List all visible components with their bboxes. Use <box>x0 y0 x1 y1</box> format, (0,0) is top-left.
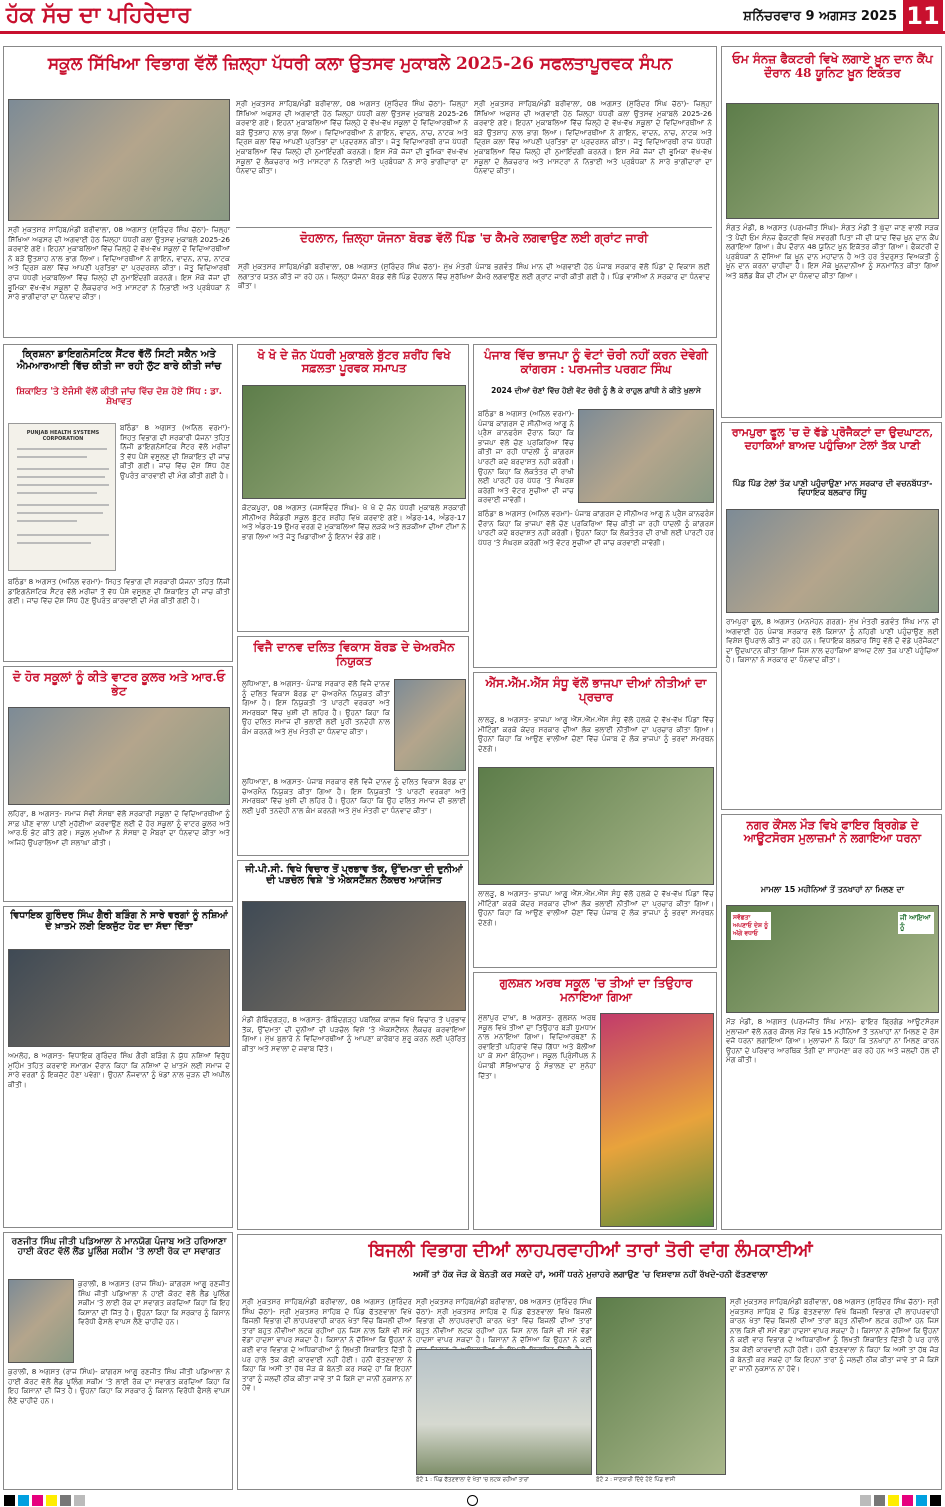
headline: ਨਗਰ ਕੌਂਸਲ ਮੌੜ ਵਿਖੇ ਫਾਇਰ ਬ੍ਰਿਗੇਡ ਦੇ ਆਊਟਸੋਰਸ ਮੁਲਾਜ਼ਮਾਂ ਨੇ ਲਗਾਇਆ ਧਰਨਾ <box>743 818 922 846</box>
article-kala-utsav <box>3 46 717 338</box>
document-title: PUNJAB HEALTH SYSTEMS CORPORATION <box>26 430 100 442</box>
headline: ਰਣਜੀਤ ਸਿੰਘ ਜੀਤੀ ਪਡਿਆਲਾ ਨੇ ਮਾਨਯੋਗ ਪੰਜਾਬ ਅਤੇ ਹਰਿਆਣਾ ਹਾਈ ਕੋਰਟ ਵੱਲੋਂ ਲੈਂਡ ਪੂਲਿੰਗ ਸਕੀਮ 'ਤੇ ਲਾਈ ਰੋਕ ਦਾ ਸਵਾਗਤ <box>11 1237 227 1258</box>
article-bijli <box>237 1234 942 1490</box>
article-body: ਲਾਲੜੂ, 8 ਅਗਸਤ- ਭਾਜਪਾ ਆਗੂ ਐੱਸ.ਐੱਮ.ਐੱਸ ਸੰਧੂ ਵੱਲੋਂ ਹਲਕੇ ਦੇ ਵੱਖ-ਵੱਖ ਪਿੰਡਾਂ ਵਿੱਚ ਮੀਟਿੰਗਾਂ ਕਰਕੇ ਕੇਂਦਰ ਸਰਕਾਰ ਦੀਆਂ ਲੋਕ ਭਲਾਈ ਨੀਤੀਆਂ ਦਾ ਪ੍ਰਚਾਰ ਕੀਤਾ ਗਿਆ। ਉਹਨਾਂ ਕਿਹਾ ਕਿ ਆਉਣ ਵਾਲੀਆਂ ਚੋਣਾਂ ਵਿੱਚ ਪੰਜਾਬ ਦੇ ਲੋਕ ਭਾਜਪਾ ਨੂੰ ਭਰਵਾਂ ਸਮਰਥਨ ਦੇਣਗੇ। <box>478 715 714 753</box>
subheadline: ਪਿੰਡ ਪਿੰਡ ਟੇਲਾਂ ਤੱਕ ਪਾਣੀ ਪਹੁੰਚਾਉਣਾ ਮਾਨ ਸਰਕਾਰ ਦੀ ਵਚਨਬੱਧਤਾ- ਵਿਧਾਇਕ ਬਲਕਾਰ ਸਿੱਧੂ <box>732 479 933 498</box>
headline: ਵਿਜੈ ਦਾਨਵ ਦਲਿਤ ਵਿਕਾਸ ਬੋਰਡ ਦੇ ਚੇਅਰਮੈਨ ਨਿਯੁਕਤ <box>253 640 455 668</box>
article-ssm-sandhu <box>473 672 717 968</box>
newspaper-title: ਹੱਕ ਸੱਚ ਦਾ ਪਹਿਰੇਦਾਰ <box>6 2 191 28</box>
article-body: ਮੁੱਲਾਂਪੁਰ ਦਾਖਾ, 8 ਅਗਸਤ- ਗੁਲਸ਼ਨ ਅਰਥ ਸਕੂਲ ਵਿਖੇ ਤੀਆਂ ਦਾ ਤਿਉਹਾਰ ਬੜੀ ਧੂਮਧਾਮ ਨਾਲ ਮਨਾਇਆ ਗਿਆ। ਵਿਦਿਆਰਥਣਾਂ ਨੇ ਰਵਾਇਤੀ ਪਹਿਰਾਵੇ ਵਿੱਚ ਗਿੱਧਾ ਅਤੇ ਬੋਲੀਆਂ ਪਾ ਕੇ ਸਮਾਂ ਬੰਨ੍ਹਿਆ। ਸਕੂਲ ਪ੍ਰਿੰਸੀਪਲ ਨੇ ਪੰਜਾਬੀ ਸੱਭਿਆਚਾਰ ਨੂੰ ਸੰਭਾਲਣ ਦਾ ਸੁਨੇਹਾ ਦਿੱਤਾ। <box>478 1013 596 1080</box>
article-body: ਅਮਲੋਹ, 8 ਅਗਸਤ- ਵਿਧਾਇਕ ਗੁਰਿੰਦਰ ਸਿੰਘ ਗੈਰੀ ਬੜਿੰਗ ਨੇ ਯੁੱਧ ਨਸ਼ਿਆਂ ਵਿਰੁੱਧ ਮੁਹਿੰਮ ਤਹਿਤ ਕਰਵਾਏ ਸਮਾਗਮ ਦੌਰਾਨ ਕਿਹਾ ਕਿ ਨਸ਼ਿਆਂ ਦੇ ਖ਼ਾਤਮੇ ਲਈ ਸਮਾਜ ਦੇ ਸਾਰੇ ਵਰਗਾਂ ਨੂੰ ਇਕਜੁੱਟ ਹੋਣਾ ਪਵੇਗਾ। ਉਹਨਾਂ ਨੌਜਵਾਨਾਂ ਨੂੰ ਖੇਡਾਂ ਨਾਲ ਜੁੜਨ ਦੀ ਅਪੀਲ ਕੀਤੀ। <box>8 1051 230 1089</box>
photo <box>8 949 230 1047</box>
article-body: ਰਾਮਪੁਰਾ ਫੂਲ, 8 ਅਗਸਤ (ਮਨਮੋਹਨ ਗਰਗ)- ਮੁੱਖ ਮੰਤਰੀ ਭਗਵੰਤ ਸਿੰਘ ਮਾਨ ਦੀ ਅਗਵਾਈ ਹੇਠ ਪੰਜਾਬ ਸਰਕਾਰ ਵੱਲੋਂ ਕਿਸਾਨਾਂ ਨੂੰ ਨਹਿਰੀ ਪਾਣੀ ਪਹੁੰਚਾਉਣ ਲਈ ਵਿਸ਼ੇਸ਼ ਉਪਰਾਲੇ ਕੀਤੇ ਜਾ ਰਹੇ ਹਨ। ਵਿਧਾਇਕ ਬਲਕਾਰ ਸਿੱਧੂ ਵੱਲੋਂ ਦੋ ਵੱਡੇ ਪ੍ਰੋਜੈਕਟਾਂ ਦਾ ਉਦਘਾਟਨ ਕੀਤਾ ਗਿਆ ਜਿਸ ਨਾਲ ਦਹਾਕਿਆਂ ਬਾਅਦ ਟੇਲਾਂ ਤੱਕ ਪਾਣੀ ਪਹੁੰਚਿਆ ਹੈ। ਕਿਸਾਨਾਂ ਨੇ ਸਰਕਾਰ ਦਾ ਧੰਨਵਾਦ ਕੀਤਾ। <box>726 617 939 665</box>
photo <box>726 905 939 1013</box>
subheadline: ਅਸੀਂ ਤਾਂ ਹੱਕ ਜੋੜ ਕੇ ਬੇਨਤੀ ਕਰ ਸਕਦੇ ਹਾਂ, ਅਸੀਂ ਧਰਨੇ ਮੁਜ਼ਾਹਰੇ ਲਗਾਉਣ 'ਚ ਵਿਸ਼ਵਾਸ਼ ਨਹੀਂ ਰੱਖਦੇ-ਹਨੀ ਫੱਤਣਵਾਲਾ <box>413 1270 768 1280</box>
article-body: ਸ੍ਰੀ ਮੁਕਤਸਰ ਸਾਹਿਬ/ਮੰਡੀ ਬਰੀਵਾਲਾ, 08 ਅਗਸਤ (ਸੁਰਿੰਦਰ ਸਿੰਘ ਚੱਠਾ)- ਜ਼ਿਲ੍ਹਾ ਸਿੱਖਿਆ ਅਫਸਰ ਦੀ ਅਗਵਾਈ ਹੇਠ ਜ਼ਿਲ੍ਹਾ ਪੱਧਰੀ ਕਲਾ ਉਤਸਵ ਮੁਕਾਬਲੇ 2025-26 ਕਰਵਾਏ ਗਏ। ਇਹਨਾਂ ਮੁਕਾਬਲਿਆਂ ਵਿੱਚ ਜ਼ਿਲ੍ਹੇ ਦੇ ਵੱਖ-ਵੱਖ ਸਕੂਲਾਂ ਦੇ ਵਿਦਿਆਰਥੀਆਂ ਨੇ ਬੜੇ ਉਤਸ਼ਾਹ ਨਾਲ ਭਾਗ ਲਿਆ। ਵਿਦਿਆਰਥੀਆਂ ਨੇ ਗਾਇਨ, ਵਾਦਨ, ਨਾਚ, ਨਾਟਕ ਅਤੇ ਦ੍ਰਿਸ਼ ਕਲਾ ਵਿੱਚ ਆਪਣੀ ਪ੍ਰਤਿਭਾ ਦਾ ਪ੍ਰਦਰਸ਼ਨ ਕੀਤਾ। ਜੇਤੂ ਵਿਦਿਆਰਥੀ ਰਾਜ ਪੱਧਰੀ ਮੁਕਾਬਲਿਆਂ ਵਿੱਚ ਜ਼ਿਲ੍ਹੇ ਦੀ ਨੁਮਾਇੰਦਗੀ ਕਰਨਗੇ। ਇਸ ਮੌਕੇ ਜੱਜਾਂ ਦੀ ਭੂਮਿਕਾ ਵੱਖ-ਵੱਖ ਸਕੂਲਾਂ ਦੇ ਲੈਕਚਰਾਰ ਅਤੇ ਮਾਸਟਰਾਂ ਨੇ ਨਿਭਾਈ ਅਤੇ ਪ੍ਰਬੰਧਕਾਂ ਨੇ ਸਾਰੇ ਭਾਗੀਦਾਰਾਂ ਦਾ ਧੰਨਵਾਦ ਕੀਤਾ। <box>474 99 712 176</box>
article-body: ਕੁਰਾਲੀ, 8 ਅਗਸਤ (ਰਾਜ ਸਿੰਘ)- ਕਾਂਗਰਸ ਆਗੂ ਰਣਜੀਤ ਸਿੰਘ ਜੀਤੀ ਪਡਿਆਲਾ ਨੇ ਹਾਈ ਕੋਰਟ ਵੱਲੋਂ ਲੈਂਡ ਪੂਲਿੰਗ ਸਕੀਮ 'ਤੇ ਲਾਈ ਰੋਕ ਦਾ ਸਵਾਗਤ ਕਰਦਿਆਂ ਕਿਹਾ ਕਿ ਇਹ ਕਿਸਾਨਾਂ ਦੀ ਜਿੱਤ ਹੈ। ਉਹਨਾਂ ਕਿਹਾ ਕਿ ਸਰਕਾਰ ਨੂੰ ਕਿਸਾਨ ਵਿਰੋਧੀ ਫੈਸਲੇ ਵਾਪਸ ਲੈਣੇ ਚਾਹੀਦੇ ਹਨ। <box>8 1367 230 1405</box>
issue-date: ਸ਼ਨਿੱਚਰਵਾਰ 9 ਅਗਸਤ 2025 <box>743 9 897 24</box>
article-body: ਲਹਿਰਾ, 8 ਅਗਸਤ- ਸਮਾਜ ਸੇਵੀ ਸੰਸਥਾ ਵੱਲੋਂ ਸਰਕਾਰੀ ਸਕੂਲਾਂ ਦੇ ਵਿਦਿਆਰਥੀਆਂ ਨੂੰ ਸਾਫ਼ ਪੀਣ ਵਾਲਾ ਪਾਣੀ ਮੁਹੱਈਆ ਕਰਵਾਉਣ ਲਈ ਦੋ ਹੋਰ ਸਕੂਲਾਂ ਨੂੰ ਵਾਟਰ ਕੂਲਰ ਅਤੇ ਆਰ.ਓ ਭੇਟ ਕੀਤੇ ਗਏ। ਸਕੂਲ ਮੁਖੀਆਂ ਨੇ ਸੰਸਥਾ ਦੇ ਮੈਂਬਰਾਂ ਦਾ ਧੰਨਵਾਦ ਕੀਤਾ ਅਤੇ ਅਜਿਹੇ ਉਪਰਾਲਿਆਂ ਦੀ ਸ਼ਲਾਘਾ ਕੀਤੀ। <box>8 809 230 847</box>
article-body: ਸ੍ਰੀ ਮੁਕਤਸਰ ਸਾਹਿਬ/ਮੰਡੀ ਬਰੀਵਾਲਾ, 08 ਅਗਸਤ (ਸੁਰਿੰਦਰ ਸਿੰਘ ਚੱਠਾ)- ਸ੍ਰੀ ਮੁਕਤਸਰ ਸਾਹਿਬ ਦੇ ਪਿੰਡ ਫੱਤਣਵਾਲਾ ਵਿਖੇ ਬਿਜਲੀ ਵਿਭਾਗ ਦੀ ਲਾਹਪਰਵਾਹੀ ਕਾਰਨ ਖੇਤਾਂ ਵਿੱਚ ਬਿਜਲੀ ਦੀਆਂ ਤਾਰਾਂ ਬਹੁਤ ਨੀਵੀਆਂ ਲਟਕ ਰਹੀਆਂ ਹਨ ਜਿਸ ਨਾਲ ਕਿਸੇ ਵੀ ਸਮੇਂ ਵੱਡਾ ਹਾਦਸਾ ਵਾਪਰ ਸਕਦਾ ਹੈ। ਕਿਸਾਨਾਂ ਨੇ ਦੱਸਿਆ ਕਿ ਉਹਨਾਂ ਨੇ ਕਈ <box>416 1297 592 1345</box>
article-body: ਮੌੜ ਮੰਡੀ, 8 ਅਗਸਤ (ਪਰਮਜੀਤ ਸਿੰਘ ਮਾਨ)- ਫਾਇਰ ਬ੍ਰਿਗੇਡ ਆਊਟਸੋਰਸ ਮੁਲਾਜ਼ਮਾਂ ਵੱਲੋਂ ਨਗਰ ਕੌਂਸਲ ਮੌੜ ਵਿਖੇ 15 ਮਹੀਨਿਆਂ ਤੋਂ ਤਨਖਾਹਾਂ ਨਾ ਮਿਲਣ ਦੇ ਰੋਸ ਵਜੋਂ ਧਰਨਾ ਲਗਾਇਆ ਗਿਆ। ਮੁਲਾਜ਼ਮਾਂ ਨੇ ਕਿਹਾ ਕਿ ਤਨਖਾਹਾਂ ਨਾ ਮਿਲਣ ਕਾਰਨ ਉਹਨਾਂ ਦੇ ਪਰਿਵਾਰ ਆਰਥਿਕ ਤੰਗੀ ਦਾ ਸਾਹਮਣਾ ਕਰ ਰਹੇ ਹਨ ਅਤੇ ਜਲਦੀ ਹੱਲ ਦੀ ਮੰਗ ਕੀਤੀ। <box>726 1017 939 1065</box>
article-body: ਮੰਡੀ ਗੋਬਿੰਦਗੜ੍ਹ, 8 ਅਗਸਤ- ਗੋਬਿੰਦਗੜ੍ਹ ਪਬਲਿਕ ਕਾਲਜ ਵਿਖੇ ਵਿਚਾਰ ਤੋਂ ਪ੍ਰਭਾਵ ਤੱਕ, ਉੱਦਮਤਾ ਦੀ ਦੁਨੀਆਂ ਦੀ ਪੜਚੋਲ ਵਿਸ਼ੇ 'ਤੇ ਐਕਸਟੈਂਸ਼ਨ ਲੈਕਚਰ ਕਰਵਾਇਆ ਗਿਆ। ਮੁੱਖ ਬੁਲਾਰੇ ਨੇ ਵਿਦਿਆਰਥੀਆਂ ਨੂੰ ਆਪਣਾ ਕਾਰੋਬਾਰ ਸ਼ੁਰੂ ਕਰਨ ਲਈ ਪ੍ਰੇਰਿਤ ਕੀਤਾ ਅਤੇ ਸਵਾਲਾਂ ਦੇ ਜਵਾਬ ਦਿੱਤੇ। <box>242 1015 466 1053</box>
banner-left: ਸਵੱਛਤਾ ਅਪਣਾਓ ਦੇਸ਼ ਨੂੰ ਅੱਗੇ ਵਧਾਓ <box>731 912 771 940</box>
photo <box>242 901 466 1011</box>
headline: ਕ੍ਰਿਸ਼ਨਾ ਡਾਇਗਨੋਸਟਿਕ ਸੈਂਟਰ ਵੱਲੋਂ ਸਿਟੀ ਸਕੈਨ ਅਤੇ ਐਮਆਰਆਈ ਵਿੱਚ ਕੀਤੀ ਜਾ ਰਹੀ ਲੁੱਟ ਬਾਰੇ ਕੀਤੀ ਜਾਂਚ <box>16 349 222 372</box>
subheadline: ਸ਼ਿਕਾਇਤ 'ਤੇ ਏਜੰਸੀ ਵੱਲੋਂ ਕੀਤੀ ਜਾਂਚ ਵਿੱਚ ਦੋਸ਼ ਹੋਏ ਸਿੱਧ : ਡਾ. ਸ਼ੇਖਾਵਤ <box>16 387 222 408</box>
document-photo <box>8 423 116 571</box>
photo <box>578 409 714 503</box>
subheadline: ਮਾਮਲਾ 15 ਮਹੀਨਿਆਂ ਤੋਂ ਤਨਖਾਹਾਂ ਨਾ ਮਿਲਣ ਦਾ <box>760 885 905 894</box>
article-body: ਬਠਿੰਡਾ 8 ਅਗਸਤ (ਅਨਿਲ ਵਰਮਾ)- ਸਿਹਤ ਵਿਭਾਗ ਦੀ ਸਰਕਾਰੀ ਯੋਜਨਾ ਤਹਿਤ ਨਿੱਜੀ ਡਾਇਗਨੋਸਟਿਕ ਸੈਂਟਰ ਵੱਲੋਂ ਮਰੀਜ਼ਾਂ ਤੋਂ ਵੱਧ ਪੈਸੇ ਵਸੂਲਣ ਦੀ ਸ਼ਿਕਾਇਤ ਦੀ ਜਾਂਚ ਕੀਤੀ ਗਈ। ਜਾਂਚ ਵਿੱਚ ਦੋਸ਼ ਸਿੱਧ ਹੋਣ ਉਪਰੰਤ ਕਾਰਵਾਈ ਦੀ ਮੰਗ ਕੀਤੀ ਗਈ ਹੈ। <box>120 423 230 480</box>
headline: ਜੀ.ਪੀ.ਸੀ. ਵਿਖੇ ਵਿਚਾਰ ਤੋਂ ਪ੍ਰਭਾਵ ਤੱਕ, ਉੱਦਮਤਾ ਦੀ ਦੁਨੀਆਂ ਦੀ ਪੜਚੋਲ ਵਿਸ਼ੇ 'ਤੇ ਐਕਸਟੈਂਸ਼ਨ ਲੈਕਚਰ ਆਯੋਜਿਤ <box>245 864 463 886</box>
article-ranjit <box>3 1232 233 1490</box>
headline: ਦੋਹਲਾਨ, ਜ਼ਿਲ੍ਹਾ ਯੋਜਨਾ ਬੋਰਡ ਵੱਲੋਂ ਪਿੰਡ 'ਚ ਕੈਮਰੇ ਲਗਵਾਉਣ ਲਈ ਗ੍ਰਾਂਟ ਜਾਰੀ <box>299 231 649 245</box>
headline: ਰਾਮਪੁਰਾ ਫੂਲ 'ਚ ਦੋ ਵੱਡੇ ਪ੍ਰੋਜੈਕਟਾਂ ਦਾ ਉਦਘਾਟਨ, ਦਹਾਕਿਆਂ ਬਾਅਦ ਪਹੁੰਚਿਆ ਟੇਲਾਂ ਤੱਕ ਪਾਣੀ <box>731 426 934 452</box>
headline: ਐੱਸ.ਐੱਮ.ਐੱਸ ਸੰਧੂ ਵੱਲੋਂ ਭਾਜਪਾ ਦੀਆਂ ਨੀਤੀਆਂ ਦਾ ਪ੍ਰਚਾਰ <box>485 676 707 704</box>
photo <box>8 707 230 805</box>
portrait-photo <box>394 679 466 771</box>
article-diagnostic <box>3 344 233 662</box>
article-body: ਬਠਿੰਡਾ 8 ਅਗਸਤ (ਅਨਿਲ ਵਰਮਾ)- ਪੰਜਾਬ ਕਾਂਗਰਸ ਦੇ ਸੀਨੀਅਰ ਆਗੂ ਨੇ ਪ੍ਰੈਸ ਕਾਨਫਰੰਸ ਦੌਰਾਨ ਕਿਹਾ ਕਿ ਭਾਜਪਾ ਵੱਲੋਂ ਚੋਣ ਪ੍ਰਕਿਰਿਆ ਵਿੱਚ ਕੀਤੀ ਜਾ ਰਹੀ ਧਾਂਦਲੀ ਨੂੰ ਕਾਂਗਰਸ ਪਾਰਟੀ ਕਦੇ ਬਰਦਾਸ਼ਤ ਨਹੀਂ ਕਰੇਗੀ। ਉਹਨਾਂ ਕਿਹਾ ਕਿ ਲੋਕਤੰਤਰ ਦੀ ਰਾਖੀ ਲਈ ਪਾਰਟੀ ਹਰ ਪੱਧਰ 'ਤੇ ਸੰਘਰਸ਼ ਕਰੇਗੀ ਅਤੇ ਵੋਟਰ ਸੂਚੀਆਂ ਦੀ ਜਾਂਚ ਕਰਵਾਈ ਜਾਵੇਗੀ। <box>478 409 574 505</box>
article-blood-camp <box>721 46 942 418</box>
color-bar-icon <box>4 1495 85 1506</box>
article-water-cooler <box>3 666 233 902</box>
article-body: ਬਠਿੰਡਾ 8 ਅਗਸਤ (ਅਨਿਲ ਵਰਮਾ)- ਸਿਹਤ ਵਿਭਾਗ ਦੀ ਸਰਕਾਰੀ ਯੋਜਨਾ ਤਹਿਤ ਨਿੱਜੀ ਡਾਇਗਨੋਸਟਿਕ ਸੈਂਟਰ ਵੱਲੋਂ ਮਰੀਜ਼ਾਂ ਤੋਂ ਵੱਧ ਪੈਸੇ ਵਸੂਲਣ ਦੀ ਸ਼ਿਕਾਇਤ ਦੀ ਜਾਂਚ ਕੀਤੀ ਗਈ। ਜਾਂਚ ਵਿੱਚ ਦੋਸ਼ ਸਿੱਧ ਹੋਣ ਉਪਰੰਤ ਕਾਰਵਾਈ ਦੀ ਮੰਗ ਕੀਤੀ ਗਈ ਹੈ। <box>8 577 230 606</box>
portrait-photo <box>8 1279 74 1363</box>
headline: ਖੋ ਖੋ ਦੇ ਜ਼ੋਨ ਪੱਧਰੀ ਮੁਕਾਬਲੇ ਬੁੱਟਰ ਸ਼ਰੀਂਹ ਵਿਖੇ ਸਫ਼ਲਤਾ ਪੂਰਵਕ ਸਮਾਪਤ <box>257 348 451 376</box>
article-body: ਲਾਲੜੂ, 8 ਅਗਸਤ- ਭਾਜਪਾ ਆਗੂ ਐੱਸ.ਐੱਮ.ਐੱਸ ਸੰਧੂ ਵੱਲੋਂ ਹਲਕੇ ਦੇ ਵੱਖ-ਵੱਖ ਪਿੰਡਾਂ ਵਿੱਚ ਮੀਟਿੰਗਾਂ ਕਰਕੇ ਕੇਂਦਰ ਸਰਕਾਰ ਦੀਆਂ ਲੋਕ ਭਲਾਈ ਨੀਤੀਆਂ ਦਾ ਪ੍ਰਚਾਰ ਕੀਤਾ ਗਿਆ। ਉਹਨਾਂ ਕਿਹਾ ਕਿ ਆਉਣ ਵਾਲੀਆਂ ਚੋਣਾਂ ਵਿੱਚ ਪੰਜਾਬ ਦੇ ਲੋਕ ਭਾਜਪਾ ਨੂੰ ਭਰਵਾਂ ਸਮਰਥਨ ਦੇਣਗੇ। <box>478 889 714 927</box>
article-rampura <box>721 422 942 810</box>
article-gurinder <box>3 906 233 1228</box>
article-dohlan <box>236 227 712 333</box>
article-teej <box>473 972 717 1230</box>
photo <box>242 385 466 499</box>
headline: ਦੋ ਹੋਰ ਸਕੂਲਾਂ ਨੂੰ ਕੀਤੇ ਵਾਟਰ ਕੂਲਰ ਅਤੇ ਆਰ.ਓ ਭੇਟ <box>12 670 226 698</box>
registration-mark-icon <box>467 1495 478 1506</box>
article-body: ਸ੍ਰੀ ਮੁਕਤਸਰ ਸਾਹਿਬ/ਮੰਡੀ ਬਰੀਵਾਲਾ, 08 ਅਗਸਤ (ਸੁਰਿੰਦਰ ਸਿੰਘ ਚੱਠਾ)- ਜ਼ਿਲ੍ਹਾ ਸਿੱਖਿਆ ਅਫਸਰ ਦੀ ਅਗਵਾਈ ਹੇਠ ਜ਼ਿਲ੍ਹਾ ਪੱਧਰੀ ਕਲਾ ਉਤਸਵ ਮੁਕਾਬਲੇ 2025-26 ਕਰਵਾਏ ਗਏ। ਇਹਨਾਂ ਮੁਕਾਬਲਿਆਂ ਵਿੱਚ ਜ਼ਿਲ੍ਹੇ ਦੇ ਵੱਖ-ਵੱਖ ਸਕੂਲਾਂ ਦੇ ਵਿਦਿਆਰਥੀਆਂ ਨੇ ਬੜੇ ਉਤਸ਼ਾਹ ਨਾਲ ਭਾਗ ਲਿਆ। ਵਿਦਿਆਰਥੀਆਂ ਨੇ ਗਾਇਨ, ਵਾਦਨ, ਨਾਚ, ਨਾਟਕ ਅਤੇ ਦ੍ਰਿਸ਼ ਕਲਾ ਵਿੱਚ ਆਪਣੀ ਪ੍ਰਤਿਭਾ ਦਾ ਪ੍ਰਦਰਸ਼ਨ ਕੀਤਾ। ਜੇਤੂ ਵਿਦਿਆਰਥੀ ਰਾਜ ਪੱਧਰੀ ਮੁਕਾਬਲਿਆਂ ਵਿੱਚ ਜ਼ਿਲ੍ਹੇ ਦੀ ਨੁਮਾਇੰਦਗੀ ਕਰਨਗੇ। ਇਸ ਮੌਕੇ ਜੱਜਾਂ ਦੀ ਭੂਮਿਕਾ ਵੱਖ-ਵੱਖ ਸਕੂਲਾਂ ਦੇ ਲੈਕਚਰਾਰ ਅਤੇ ਮਾਸਟਰਾਂ ਨੇ ਨਿਭਾਈ ਅਤੇ ਪ੍ਰਬੰਧਕਾਂ ਨੇ ਸਾਰੇ ਭਾਗੀਦਾਰਾਂ ਦਾ ਧੰਨਵਾਦ ਕੀਤਾ। <box>236 99 468 176</box>
subheadline: 2024 ਦੀਆਂ ਚੋਣਾਂ ਵਿੱਚ ਹੋਈ ਵੋਟ ਚੋਰੀ ਨੂੰ ਲੈ ਕੇ ਰਾਹੁਲ ਗਾਂਧੀ ਨੇ ਕੀਤੇ ਖੁਲਾਸੇ <box>491 386 701 395</box>
headline: ਪੰਜਾਬ ਵਿੱਚ ਭਾਜਪਾ ਨੂੰ ਵੋਟਾਂ ਚੋਰੀ ਨਹੀਂ ਕਰਨ ਦੇਵੇਗੀ ਕਾਂਗਰਸ : ਪਰਮਜੀਤ ਪਰਗਟ ਸਿੰਘ <box>484 348 708 376</box>
article-body: ਸ੍ਰੀ ਮੁਕਤਸਰ ਸਾਹਿਬ/ਮੰਡੀ ਬਰੀਵਾਲਾ, 08 ਅਗਸਤ (ਸੁਰਿੰਦਰ ਸਿੰਘ ਚੱਠਾ)- ਜ਼ਿਲ੍ਹਾ ਸਿੱਖਿਆ ਅਫਸਰ ਦੀ ਅਗਵਾਈ ਹੇਠ ਜ਼ਿਲ੍ਹਾ ਪੱਧਰੀ ਕਲਾ ਉਤਸਵ ਮੁਕਾਬਲੇ 2025-26 ਕਰਵਾਏ ਗਏ। ਇਹਨਾਂ ਮੁਕਾਬਲਿਆਂ ਵਿੱਚ ਜ਼ਿਲ੍ਹੇ ਦੇ ਵੱਖ-ਵੱਖ ਸਕੂਲਾਂ ਦੇ ਵਿਦਿਆਰਥੀਆਂ ਨੇ ਬੜੇ ਉਤਸ਼ਾਹ ਨਾਲ ਭਾਗ ਲਿਆ। ਵਿਦਿਆਰਥੀਆਂ ਨੇ ਗਾਇਨ, ਵਾਦਨ, ਨਾਚ, ਨਾਟਕ ਅਤੇ ਦ੍ਰਿਸ਼ ਕਲਾ ਵਿੱਚ ਆਪਣੀ ਪ੍ਰਤਿਭਾ ਦਾ ਪ੍ਰਦਰਸ਼ਨ ਕੀਤਾ। ਜੇਤੂ ਵਿਦਿਆਰਥੀ ਰਾਜ ਪੱਧਰੀ ਮੁਕਾਬਲਿਆਂ ਵਿੱਚ ਜ਼ਿਲ੍ਹੇ ਦੀ ਨੁਮਾਇੰਦਗੀ ਕਰਨਗੇ। ਇਸ ਮੌਕੇ ਜੱਜਾਂ ਦੀ ਭੂਮਿਕਾ ਵੱਖ-ਵੱਖ ਸਕੂਲਾਂ ਦੇ ਲੈਕਚਰਾਰ ਅਤੇ ਮਾਸਟਰਾਂ ਨੇ ਨਿਭਾਈ ਅਤੇ ਪ੍ਰਬੰਧਕਾਂ ਨੇ ਸਾਰੇ ਭਾਗੀਦਾਰਾਂ ਦਾ ਧੰਨਵਾਦ ਕੀਤਾ। <box>8 225 230 302</box>
photo-villagers <box>596 1297 726 1475</box>
caption-2: ਫ਼ੋਟੋ 2 : ਜਾਣਕਾਰੀ ਦਿੰਦੇ ਹੋਏ ਪਿੰਡ ਵਾਸੀ <box>596 1477 676 1483</box>
headline: ਓਮ ਸੰਨਜ਼ ਫੈਕਟਰੀ ਵਿਖੇ ਲਗਾਏ ਖ਼ੂਨ ਦਾਨ ਕੈਂਪ ਦੌਰਾਨ 48 ਯੂਨਿਟ ਖ਼ੂਨ ਇਕੱਤਰ <box>732 52 933 80</box>
headline: ਸਕੂਲ ਸਿੱਖਿਆ ਵਿਭਾਗ ਵੱਲੋਂ ਜ਼ਿਲ੍ਹਾ ਪੱਧਰੀ ਕਲਾ ਉਤਸਵ ਮੁਕਾਬਲੇ 2025-26 ਸਫਲਤਾਪੂਰਵਕ ਸੰਪਨ <box>47 54 673 74</box>
article-body: ਸ੍ਰੀ ਮੁਕਤਸਰ ਸਾਹਿਬ/ਮੰਡੀ ਬਰੀਵਾਲਾ, 08 ਅਗਸਤ (ਸੁਰਿੰਦਰ ਸਿੰਘ ਚੱਠਾ)- ਮੁੱਖ ਮੰਤਰੀ ਪੰਜਾਬ ਭਗਵੰਤ ਸਿੰਘ ਮਾਨ ਦੀ ਅਗਵਾਈ ਹੇਠ ਪੰਜਾਬ ਸਰਕਾਰ ਵੱਲੋਂ ਪਿੰਡਾਂ ਦੇ ਵਿਕਾਸ ਲਈ ਲਗਾਤਾਰ ਯਤਨ ਕੀਤੇ ਜਾ ਰਹੇ ਹਨ। ਜ਼ਿਲ੍ਹਾ ਯੋਜਨਾ ਬੋਰਡ ਵੱਲੋਂ ਪਿੰਡ ਦੋਹਲਾਨ ਵਿੱਚ ਸੁਰੱਖਿਆ ਕੈਮਰੇ ਲਗਵਾਉਣ ਲਈ ਗ੍ਰਾਂਟ ਜਾਰੀ ਕੀਤੀ ਗਈ ਹੈ। ਪਿੰਡ ਵਾਸੀਆਂ ਨੇ ਸਰਕਾਰ ਦਾ ਧੰਨਵਾਦ ਕੀਤਾ। <box>238 262 710 291</box>
article-gpc-lecture <box>237 860 469 1230</box>
article-vote-chori <box>473 344 717 668</box>
photo <box>726 103 939 219</box>
headline: ਬਿਜਲੀ ਵਿਭਾਗ ਦੀਆਂ ਲਾਹਪਰਵਾਹੀਆਂ ਤਾਰਾਂ ਤੋਰੀ ਵਾਂਗ ਲੰਮਕਾਈਆਂ <box>368 1240 813 1261</box>
article-fire-brigade <box>721 814 942 1230</box>
photo-wires <box>416 1349 592 1475</box>
article-body: ਕੁਰਾਲੀ, 8 ਅਗਸਤ (ਰਾਜ ਸਿੰਘ)- ਕਾਂਗਰਸ ਆਗੂ ਰਣਜੀਤ ਸਿੰਘ ਜੀਤੀ ਪਡਿਆਲਾ ਨੇ ਹਾਈ ਕੋਰਟ ਵੱਲੋਂ ਲੈਂਡ ਪੂਲਿੰਗ ਸਕੀਮ 'ਤੇ ਲਾਈ ਰੋਕ ਦਾ ਸਵਾਗਤ ਕਰਦਿਆਂ ਕਿਹਾ ਕਿ ਇਹ ਕਿਸਾਨਾਂ ਦੀ ਜਿੱਤ ਹੈ। ਉਹਨਾਂ ਕਿਹਾ ਕਿ ਸਰਕਾਰ ਨੂੰ ਕਿਸਾਨ ਵਿਰੋਧੀ ਫੈਸਲੇ ਵਾਪਸ ਲੈਣੇ ਚਾਹੀਦੇ ਹਨ। <box>78 1279 230 1327</box>
article-body: ਸ੍ਰੀ ਮੁਕਤਸਰ ਸਾਹਿਬ/ਮੰਡੀ ਬਰੀਵਾਲਾ, 08 ਅਗਸਤ (ਸੁਰਿੰਦਰ ਸਿੰਘ ਚੱਠਾ)- ਸ੍ਰੀ ਮੁਕਤਸਰ ਸਾਹਿਬ ਦੇ ਪਿੰਡ ਫੱਤਣਵਾਲਾ ਵਿਖੇ ਬਿਜਲੀ ਵਿਭਾਗ ਦੀ ਲਾਹਪਰਵਾਹੀ ਕਾਰਨ ਖੇਤਾਂ ਵਿੱਚ ਬਿਜਲੀ ਦੀਆਂ ਤਾਰਾਂ ਬਹੁਤ ਨੀਵੀਆਂ ਲਟਕ ਰਹੀਆਂ ਹਨ ਜਿਸ ਨਾਲ ਕਿਸੇ ਵੀ ਸਮੇਂ ਵੱਡਾ ਹਾਦਸਾ ਵਾਪਰ ਸਕਦਾ ਹੈ। ਕਿਸਾਨਾਂ ਨੇ ਦੱਸਿਆ ਕਿ ਉਹਨਾਂ ਨੇ ਕਈ ਵਾਰ ਵਿਭਾਗ ਦੇ ਅਧਿਕਾਰੀਆਂ ਨੂੰ ਲਿਖਤੀ ਸ਼ਿਕਾਇਤ ਦਿੱਤੀ ਹੈ ਪਰ ਹਾਲੇ ਤੱਕ ਕੋਈ ਕਾਰਵਾਈ ਨਹੀਂ ਹੋਈ। ਹਨੀ ਫੱਤਣਵਾਲਾ ਨੇ ਕਿਹਾ ਕਿ ਅਸੀਂ ਤਾਂ ਹੱਥ ਜੋੜ ਕੇ ਬੇਨਤੀ ਕਰ ਸਕਦੇ ਹਾਂ ਕਿ ਇਹਨਾਂ ਤਾਰਾਂ ਨੂੰ ਜਲਦੀ ਠੀਕ ਕੀਤਾ ਜਾਵੇ ਤਾਂ ਜੋ ਕਿਸੇ ਦਾ ਜਾਨੀ ਨੁਕਸਾਨ ਨਾ ਹੋਵੇ। <box>242 1297 412 1393</box>
print-footer <box>0 1494 945 1507</box>
masthead <box>0 0 945 34</box>
headline: ਵਿਧਾਇਕ ਗੁਰਿੰਦਰ ਸਿੰਘ ਗੈਰੀ ਬੜਿੰਗ ਨੇ ਸਾਰੇ ਵਰਗਾਂ ਨੂੰ ਨਸ਼ਿਆਂ ਦੇ ਖ਼ਾਤਮੇ ਲਈ ਇਕਜੁੱਟ ਹੋਣ ਦਾ ਸੱਦਾ ਦਿੱਤਾ <box>10 910 228 932</box>
article-body: ਸ੍ਰੀ ਮੁਕਤਸਰ ਸਾਹਿਬ/ਮੰਡੀ ਬਰੀਵਾਲਾ, 08 ਅਗਸਤ (ਸੁਰਿੰਦਰ ਸਿੰਘ ਚੱਠਾ)- ਸ੍ਰੀ ਮੁਕਤਸਰ ਸਾਹਿਬ ਦੇ ਪਿੰਡ ਫੱਤਣਵਾਲਾ ਵਿਖੇ ਬਿਜਲੀ ਵਿਭਾਗ ਦੀ ਲਾਹਪਰਵਾਹੀ ਕਾਰਨ ਖੇਤਾਂ ਵਿੱਚ ਬਿਜਲੀ ਦੀਆਂ ਤਾਰਾਂ ਬਹੁਤ ਨੀਵੀਆਂ ਲਟਕ ਰਹੀਆਂ ਹਨ ਜਿਸ ਨਾਲ ਕਿਸੇ ਵੀ ਸਮੇਂ ਵੱਡਾ ਹਾਦਸਾ ਵਾਪਰ ਸਕਦਾ ਹੈ। ਕਿਸਾਨਾਂ ਨੇ ਦੱਸਿਆ ਕਿ ਉਹਨਾਂ ਨੇ ਕਈ ਵਾਰ ਵਿਭਾਗ ਦੇ ਅਧਿਕਾਰੀਆਂ ਨੂੰ ਲਿਖਤੀ ਸ਼ਿਕਾਇਤ ਦਿੱਤੀ ਹੈ ਪਰ ਹਾਲੇ ਤੱਕ ਕੋਈ ਕਾਰਵਾਈ ਨਹੀਂ ਹੋਈ। ਹਨੀ ਫੱਤਣਵਾਲਾ ਨੇ ਕਿਹਾ ਕਿ ਅਸੀਂ ਤਾਂ ਹੱਥ ਜੋੜ ਕੇ ਬੇਨਤੀ ਕਰ ਸਕਦੇ ਹਾਂ ਕਿ ਇਹਨਾਂ ਤਾਰਾਂ ਨੂੰ ਜਲਦੀ ਠੀਕ ਕੀਤਾ ਜਾਵੇ ਤਾਂ ਜੋ ਕਿਸੇ ਦਾ ਜਾਨੀ ਨੁਕਸਾਨ ਨਾ ਹੋਵੇ। <box>730 1297 939 1374</box>
article-body: ਲੁਧਿਆਣਾ, 8 ਅਗਸਤ- ਪੰਜਾਬ ਸਰਕਾਰ ਵੱਲੋਂ ਵਿਜੈ ਦਾਨਵ ਨੂੰ ਦਲਿਤ ਵਿਕਾਸ ਬੋਰਡ ਦਾ ਚੇਅਰਮੈਨ ਨਿਯੁਕਤ ਕੀਤਾ ਗਿਆ ਹੈ। ਇਸ ਨਿਯੁਕਤੀ 'ਤੇ ਪਾਰਟੀ ਵਰਕਰਾਂ ਅਤੇ ਸਮਰਥਕਾਂ ਵਿੱਚ ਖੁਸ਼ੀ ਦੀ ਲਹਿਰ ਹੈ। ਉਹਨਾਂ ਕਿਹਾ ਕਿ ਉਹ ਦਲਿਤ ਸਮਾਜ ਦੀ ਭਲਾਈ ਲਈ ਪੂਰੀ ਤਨਦੇਹੀ ਨਾਲ ਕੰਮ ਕਰਨਗੇ ਅਤੇ ਮੁੱਖ ਮੰਤਰੀ ਦਾ ਧੰਨਵਾਦ ਕੀਤਾ। <box>242 679 390 736</box>
photo <box>8 99 230 221</box>
photo <box>726 509 939 613</box>
article-vijay-danav <box>237 636 469 856</box>
article-kho-kho <box>237 344 469 632</box>
article-body: ਬਠਿੰਡਾ 8 ਅਗਸਤ (ਅਨਿਲ ਵਰਮਾ)- ਪੰਜਾਬ ਕਾਂਗਰਸ ਦੇ ਸੀਨੀਅਰ ਆਗੂ ਨੇ ਪ੍ਰੈਸ ਕਾਨਫਰੰਸ ਦੌਰਾਨ ਕਿਹਾ ਕਿ ਭਾਜਪਾ ਵੱਲੋਂ ਚੋਣ ਪ੍ਰਕਿਰਿਆ ਵਿੱਚ ਕੀਤੀ ਜਾ ਰਹੀ ਧਾਂਦਲੀ ਨੂੰ ਕਾਂਗਰਸ ਪਾਰਟੀ ਕਦੇ ਬਰਦਾਸ਼ਤ ਨਹੀਂ ਕਰੇਗੀ। ਉਹਨਾਂ ਕਿਹਾ ਕਿ ਲੋਕਤੰਤਰ ਦੀ ਰਾਖੀ ਲਈ ਪਾਰਟੀ ਹਰ ਪੱਧਰ 'ਤੇ ਸੰਘਰਸ਼ ਕਰੇਗੀ ਅਤੇ ਵੋਟਰ ਸੂਚੀਆਂ ਦੀ ਜਾਂਚ ਕਰਵਾਈ ਜਾਵੇਗੀ। <box>478 509 714 547</box>
page-number: 11 <box>903 0 943 32</box>
article-body: ਲੁਧਿਆਣਾ, 8 ਅਗਸਤ- ਪੰਜਾਬ ਸਰਕਾਰ ਵੱਲੋਂ ਵਿਜੈ ਦਾਨਵ ਨੂੰ ਦਲਿਤ ਵਿਕਾਸ ਬੋਰਡ ਦਾ ਚੇਅਰਮੈਨ ਨਿਯੁਕਤ ਕੀਤਾ ਗਿਆ ਹੈ। ਇਸ ਨਿਯੁਕਤੀ 'ਤੇ ਪਾਰਟੀ ਵਰਕਰਾਂ ਅਤੇ ਸਮਰਥਕਾਂ ਵਿੱਚ ਖੁਸ਼ੀ ਦੀ ਲਹਿਰ ਹੈ। ਉਹਨਾਂ ਕਿਹਾ ਕਿ ਉਹ ਦਲਿਤ ਸਮਾਜ ਦੀ ਭਲਾਈ ਲਈ ਪੂਰੀ ਤਨਦੇਹੀ ਨਾਲ ਕੰਮ ਕਰਨਗੇ ਅਤੇ ਮੁੱਖ ਮੰਤਰੀ ਦਾ ਧੰਨਵਾਦ ਕੀਤਾ। <box>242 777 466 815</box>
caption-1: ਫ਼ੋਟੋ 1 : ਪਿੰਡ ਫੱਤਣਵਾਲਾ ਦੇ ਖੇਤਾਂ 'ਚ ਲਟਕ ਰਹੀਆਂ ਤਾਰਾਂ <box>416 1477 529 1483</box>
photo <box>478 767 714 885</box>
article-body: ਸੰਗਤ ਮੰਡੀ, 8 ਅਗਸਤ (ਪਰਮਜੀਤ ਸਿੰਘ)- ਸੰਗਤ ਮੰਡੀ ਤੋਂ ਘੁੱਦਾ ਜਾਣ ਵਾਲੀ ਸੜਕ 'ਤੇ ਪੈਂਦੀ ਓਮ ਸੰਨਜ਼ ਫੈਕਟਰੀ ਵਿਖੇ ਸਵਰਗੀ ਪਿਤਾ ਜੀ ਦੀ ਯਾਦ ਵਿੱਚ ਖ਼ੂਨ ਦਾਨ ਕੈਂਪ ਲਗਾਇਆ ਗਿਆ। ਕੈਂਪ ਦੌਰਾਨ 48 ਯੂਨਿਟ ਖ਼ੂਨ ਇਕੱਤਰ ਕੀਤਾ ਗਿਆ। ਫੈਕਟਰੀ ਦੇ ਪ੍ਰਬੰਧਕਾਂ ਨੇ ਦੱਸਿਆ ਕਿ ਖ਼ੂਨ ਦਾਨ ਮਹਾਂਦਾਨ ਹੈ ਅਤੇ ਹਰ ਤੰਦਰੁਸਤ ਵਿਅਕਤੀ ਨੂੰ ਖ਼ੂਨ ਦਾਨ ਕਰਨਾ ਚਾਹੀਦਾ ਹੈ। ਇਸ ਮੌਕੇ ਖ਼ੂਨਦਾਨੀਆਂ ਨੂੰ ਸਨਮਾਨਿਤ ਕੀਤਾ ਗਿਆ ਅਤੇ ਬਲੱਡ ਬੈਂਕ ਦੀ ਟੀਮ ਦਾ ਧੰਨਵਾਦ ਕੀਤਾ ਗਿਆ। <box>726 223 939 280</box>
banner-right: ਜੀ ਆਇਆਂ ਨੂੰ <box>898 912 934 934</box>
photo <box>600 1013 714 1227</box>
color-bar-icon <box>860 1495 941 1506</box>
headline: ਗੁਲਸ਼ਨ ਅਰਥ ਸਕੂਲ 'ਚ ਤੀਆਂ ਦਾ ਤਿਉਹਾਰ ਮਨਾਇਆ ਗਿਆ <box>499 976 693 1004</box>
article-body: ਕੋਟਕਪੂਰਾ, 08 ਅਗਸਤ (ਜਸਵਿੰਦਰ ਸਿੰਘ)- ਖੋ ਖੋ ਦੇ ਜ਼ੋਨ ਪੱਧਰੀ ਮੁਕਾਬਲੇ ਸਰਕਾਰੀ ਸੀਨੀਅਰ ਸੈਕੰਡਰੀ ਸਕੂਲ ਬੁੱਟਰ ਸ਼ਰੀਂਹ ਵਿਖੇ ਕਰਵਾਏ ਗਏ। ਅੰਡਰ-14, ਅੰਡਰ-17 ਅਤੇ ਅੰਡਰ-19 ਉਮਰ ਵਰਗ ਦੇ ਮੁਕਾਬਲਿਆਂ ਵਿੱਚ ਲੜਕੇ ਅਤੇ ਲੜਕੀਆਂ ਦੀਆਂ ਟੀਮਾਂ ਨੇ ਭਾਗ ਲਿਆ ਅਤੇ ਜੇਤੂ ਖਿਡਾਰੀਆਂ ਨੂੰ ਇਨਾਮ ਵੰਡੇ ਗਏ। <box>242 503 466 541</box>
